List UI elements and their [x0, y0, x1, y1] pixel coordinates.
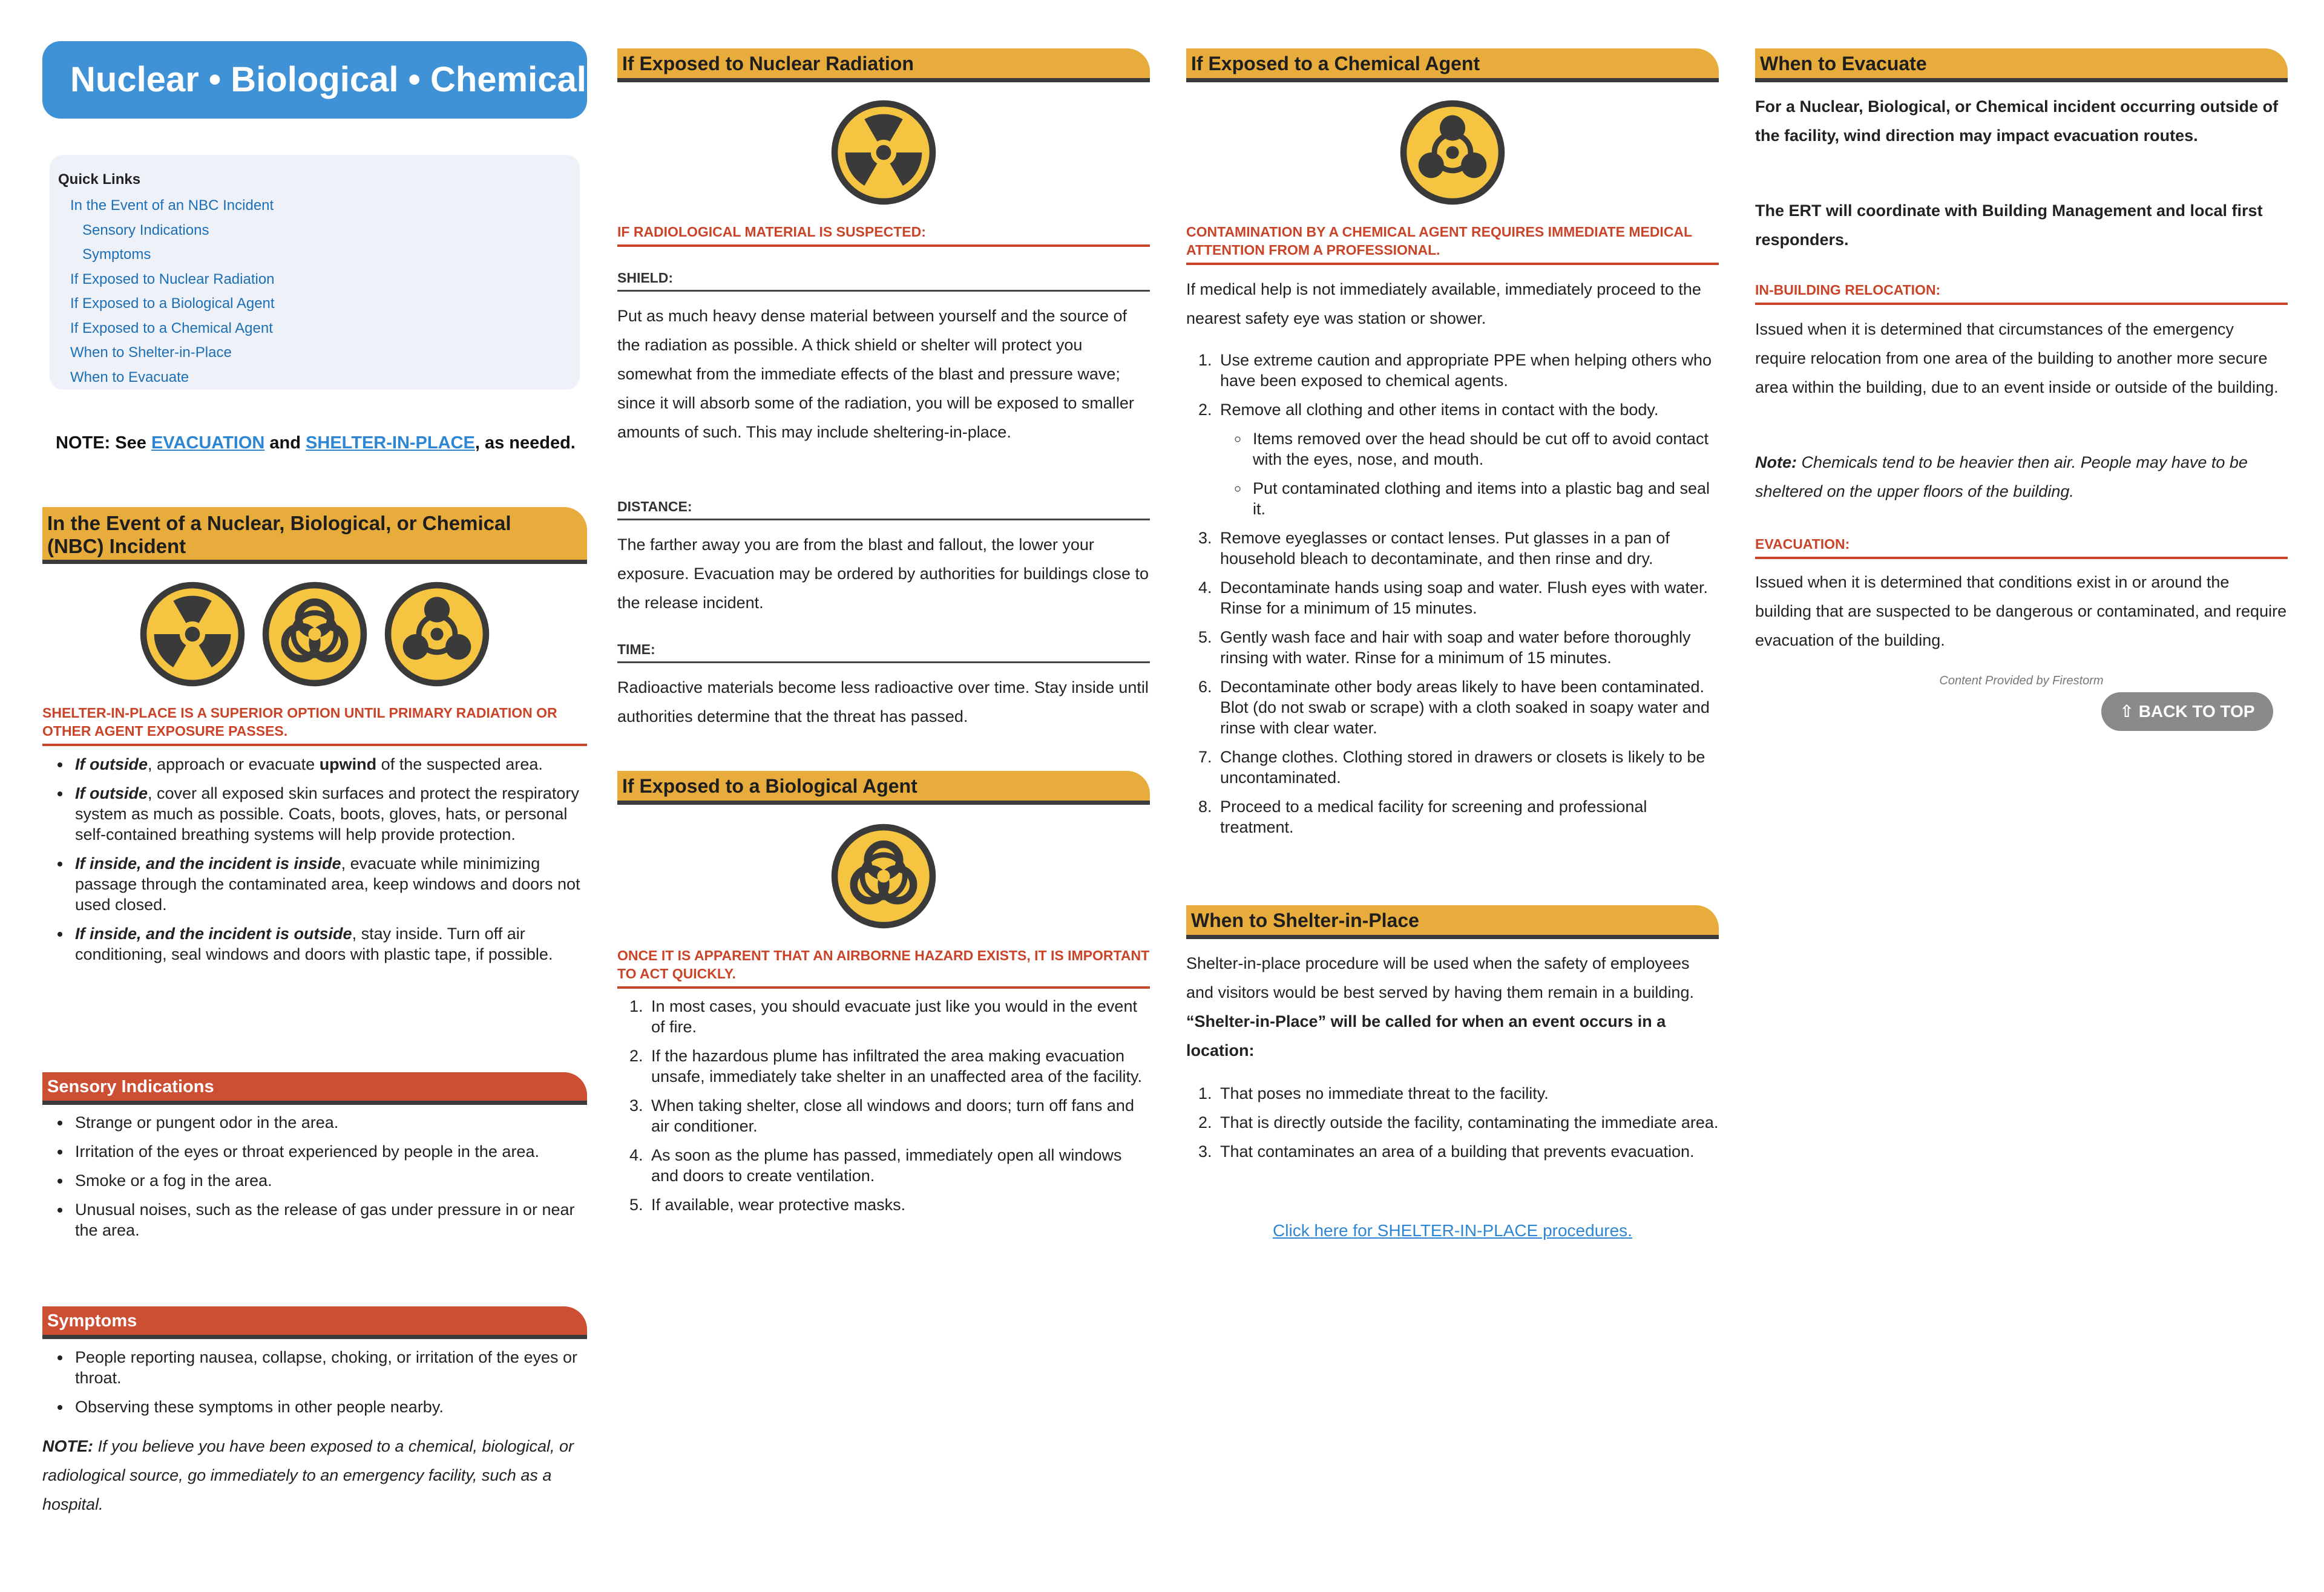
nbc-list — [42, 754, 587, 973]
sensory-heading-text: Sensory Indications — [47, 1077, 214, 1096]
distance-text: The farther away you are from the blast and fallout, the lower your exposure. Evacuation may be ordered by authorities for buildings close to the release incident. — [617, 536, 1149, 612]
note-suffix: , as needed. — [474, 433, 576, 453]
list-item: 1. In most cases, you should evacuate just like you would in the event of fire. — [648, 996, 1150, 1037]
list-item: • If inside, and the incident is outside, stay inside. Turn off air conditioning, seal windows and doors with plastic tape, if possible. — [71, 923, 587, 965]
list-item: 6. Decontaminate other body areas likely to have been contaminated. Blot (do not swab or scrape) with a cloth soaked in soapy water and rinse with clear water. — [1216, 676, 1719, 738]
list-item: 3. That contaminates an area of a building that prevents evacuation. — [1216, 1141, 1719, 1162]
list-item: 3. When taking shelter, close all windows and doors; turn off fans and air conditioner. — [648, 1095, 1150, 1136]
chemical-heading — [1186, 48, 1719, 82]
shelter-procedures-link[interactable]: Click here for SHELTER-IN-PLACE procedures. — [1273, 1221, 1632, 1240]
radiation-icon — [139, 581, 246, 687]
evacuate-heading-text: When to Evacuate — [1760, 53, 1927, 74]
list-item: 5. If available, wear protective masks. — [648, 1194, 1150, 1215]
see-also-note — [56, 433, 576, 453]
evacuate-heading — [1755, 48, 2288, 82]
symptoms-note-text: If you believe you have been exposed to a chemical, biological, or radiological source, go immediately to an emergency facility, such as a hospital. — [42, 1437, 574, 1513]
list-item: 2. If the hazardous plume has infiltrated the area making evacuation unsafe, immediately take shelter in an unaffected area of the facility. — [648, 1046, 1150, 1087]
symptoms-heading-text: Symptoms — [47, 1311, 137, 1331]
symptoms-list — [42, 1347, 587, 1426]
list-item: • Observing these symptoms in other people nearby. — [71, 1397, 587, 1417]
list-item: 4. As soon as the plume has passed, immediately open all windows and doors to create ventilation. — [648, 1145, 1150, 1186]
evacuate-note-text: Chemicals tend to be heavier then air. People may have to be sheltered on the upper floors of the building. — [1755, 453, 2248, 500]
evacuate-intro-2: The ERT will coordinate with Building Management and local first responders. — [1755, 201, 2263, 249]
list-item: 4. Decontaminate hands using soap and water. Flush eyes with water. Rinse for a minimum of 15 minutes. — [1216, 577, 1719, 618]
list-item: • If outside, cover all exposed skin surfaces and protect the respiratory system as much as possible. Coats, boots, gloves, hats, or personal self-contained breathing systems will help provide protection. — [71, 783, 587, 845]
list-item: • If inside, and the incident is inside, evacuate while minimizing passage through the contaminated area, keep windows and doors not used closed. — [71, 853, 587, 915]
chemical-list — [1186, 350, 1719, 846]
list-item: 1. Use extreme caution and appropriate PPE when helping others who have been exposed to chemical agents. — [1216, 350, 1719, 391]
back-to-top-label: BACK TO TOP — [2138, 702, 2255, 721]
biological-list — [617, 996, 1150, 1223]
list-item: • Smoke or a fog in the area. — [71, 1170, 587, 1191]
relocation-label: IN-BUILDING RELOCATION: — [1755, 281, 2288, 305]
shield-text: Put as much heavy dense material between yourself and the source of the radiation as possible. A thick shield or shelter will protect you somewhat from the immediate effects of the blast and pressure wave; since it will absorb some of the radiation, you will be exposed to smaller amounts of such. This may include sheltering-in-place. — [617, 307, 1134, 441]
radiation-icon — [830, 99, 937, 206]
shelter-list — [1186, 1083, 1719, 1170]
evacuation-link[interactable]: EVACUATION — [151, 433, 265, 453]
shield-label: SHIELD: — [617, 270, 1150, 292]
content-credit: Content Provided by Firestorm — [1939, 674, 2104, 687]
shelter-link[interactable]: SHELTER-IN-PLACE — [306, 433, 475, 453]
quick-link-chemical[interactable]: If Exposed to a Chemical Agent — [70, 319, 273, 336]
symptoms-note-label: NOTE: — [42, 1437, 93, 1455]
biological-heading — [617, 771, 1150, 805]
nbc-heading-line2: (NBC) Incident — [47, 535, 186, 557]
biohazard-icon — [830, 823, 937, 929]
list-item: 7. Change clothes. Clothing stored in drawers or closets is likely to be uncontaminated. — [1216, 747, 1719, 788]
evacuate-intro-1: For a Nuclear, Biological, or Chemical incident occurring outside of the facility, wind direction may impact evacuation routes. — [1755, 97, 2279, 145]
up-arrow-icon: ⇧ — [2119, 702, 2139, 721]
distance-label: DISTANCE: — [617, 499, 1150, 520]
chemical-sub-list — [1220, 428, 1719, 519]
nuclear-heading — [617, 48, 1150, 82]
nbc-caption: SHELTER-IN-PLACE IS A SUPERIOR OPTION UNTIL PRIMARY RADIATION OR OTHER AGENT EXPOSURE PASSES. — [42, 704, 587, 746]
list-item: 2. Remove all clothing and other items in contact with the body. ◦ Items removed over the head should be cut off to avoid contact with the eyes, nose, and mouth. ◦ Put contaminated clothing and items into a plastic bag and seal it. — [1216, 399, 1719, 519]
time-text: Radioactive materials become less radioactive over time. Stay inside until authorities determine that the threat has passed. — [617, 678, 1149, 726]
list-item: • Irritation of the eyes or throat experienced by people in the area. — [71, 1141, 587, 1162]
nuclear-heading-text: If Exposed to Nuclear Radiation — [622, 53, 914, 74]
shelter-heading-text: When to Shelter-in-Place — [1191, 909, 1419, 931]
symptoms-note — [42, 1432, 587, 1519]
list-item: 1. That poses no immediate threat to the facility. — [1216, 1083, 1719, 1104]
evacuate-note — [1755, 448, 2288, 506]
page-title: Nuclear • Biological • Chemical — [42, 41, 587, 119]
quick-link-sensory[interactable]: Sensory Indications — [82, 221, 209, 238]
list-item: 5. Gently wash face and hair with soap and water before thoroughly rinsing with water. Rinse for a minimum of 15 minutes. — [1216, 627, 1719, 668]
quick-links-panel — [50, 155, 580, 390]
quick-link-evacuate[interactable]: When to Evacuate — [70, 369, 189, 385]
back-to-top-button[interactable] — [2101, 692, 2273, 731]
nuclear-caption: IF RADIOLOGICAL MATERIAL IS SUSPECTED: — [617, 223, 1150, 247]
biological-caption: ONCE IT IS APPARENT THAT AN AIRBORNE HAZARD EXISTS, IT IS IMPORTANT TO ACT QUICKLY. — [617, 946, 1150, 989]
list-item: 8. Proceed to a medical facility for screening and professional treatment. — [1216, 796, 1719, 837]
chemical-icon — [384, 581, 490, 687]
list-item: 3. Remove eyeglasses or contact lenses. Put glasses in a pan of household bleach to decontaminate, and then rinse and dry. — [1216, 528, 1719, 569]
list-item: • If outside, approach or evacuate upwind of the suspected area. — [71, 754, 587, 775]
list-item: • People reporting nausea, collapse, choking, or irritation of the eyes or throat. — [71, 1347, 587, 1388]
sensory-list — [42, 1112, 587, 1249]
relocation-text: Issued when it is determined that circumstances of the emergency require relocation from one area of the building to another more secure area within the building, due to an event inside or outside of the building. — [1755, 320, 2279, 396]
shelter-intro-bold: “Shelter-in-Place” will be called for when an event occurs in a location: — [1186, 1012, 1666, 1060]
evacuate-note-label: Note: — [1755, 453, 1797, 471]
quick-link-symptoms[interactable]: Symptoms — [82, 246, 151, 263]
nbc-heading-line1: In the Event of a Nuclear, Biological, or Chemical — [47, 512, 511, 534]
list-item: • Strange or pungent odor in the area. — [71, 1112, 587, 1133]
chemical-icon — [1399, 99, 1506, 206]
symptoms-heading — [42, 1306, 587, 1339]
quick-link-shelter[interactable]: When to Shelter-in-Place — [70, 344, 232, 361]
evacuation-text: Issued when it is determined that conditions exist in or around the building that are suspected to be dangerous or contaminated, and require evacuation of the building. — [1755, 573, 2287, 649]
quick-link-biological[interactable]: If Exposed to a Biological Agent — [70, 295, 275, 312]
chemical-caption: CONTAMINATION BY A CHEMICAL AGENT REQUIRES IMMEDIATE MEDICAL ATTENTION FROM A PROFESSIONAL. — [1186, 223, 1719, 265]
quick-links-title: Quick Links — [58, 171, 141, 188]
list-item: ◦ Items removed over the head should be cut off to avoid contact with the eyes, nose, and mouth. — [1249, 428, 1719, 470]
list-item: 2. That is directly outside the facility, contaminating the immediate area. — [1216, 1112, 1719, 1133]
sensory-heading — [42, 1072, 587, 1105]
biological-heading-text: If Exposed to a Biological Agent — [622, 775, 917, 797]
shelter-heading — [1186, 905, 1719, 939]
chemical-intro: If medical help is not immediately available, immediately proceed to the nearest safety eye was station or shower. — [1186, 280, 1701, 327]
list-item: • Unusual noises, such as the release of gas under pressure in or near the area. — [71, 1199, 587, 1240]
quick-link-nuclear[interactable]: If Exposed to Nuclear Radiation — [70, 270, 275, 287]
note-prefix: NOTE: See — [56, 433, 151, 453]
biohazard-icon — [261, 581, 368, 687]
nbc-heading — [42, 507, 587, 564]
note-mid: and — [264, 433, 306, 453]
shelter-intro-text: Shelter-in-place procedure will be used when the safety of employees and visitors would be best served by having them remain in a building. — [1186, 954, 1694, 1001]
shelter-intro — [1186, 949, 1719, 1065]
quick-link-nbc-incident[interactable]: In the Event of an NBC Incident — [70, 197, 274, 214]
evacuation-label: EVACUATION: — [1755, 535, 2288, 559]
list-item: ◦ Put contaminated clothing and items into a plastic bag and seal it. — [1249, 478, 1719, 519]
time-label: TIME: — [617, 641, 1150, 663]
chemical-heading-text: If Exposed to a Chemical Agent — [1191, 53, 1480, 74]
